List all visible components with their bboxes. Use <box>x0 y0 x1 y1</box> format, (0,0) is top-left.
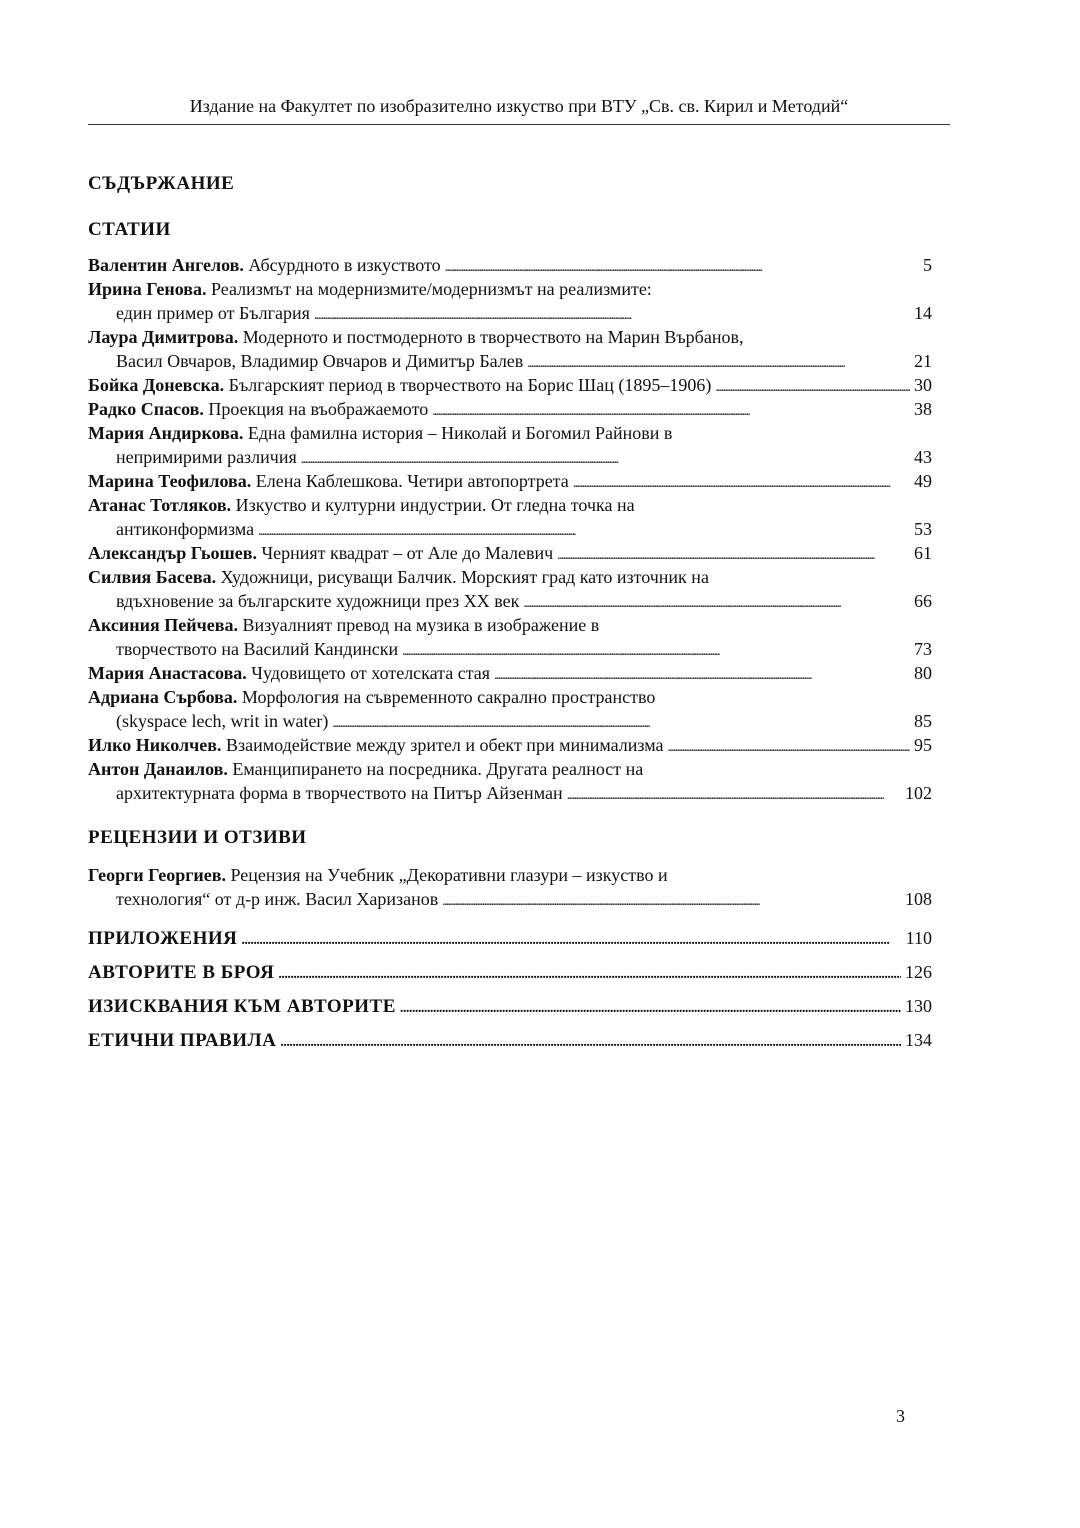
entry-title: Елена Каблешкова. Четири автопортрета <box>255 471 569 491</box>
entry-page-number: 5 <box>923 255 932 275</box>
entry-page-number: 53 <box>914 519 932 539</box>
entry-line <box>88 589 932 613</box>
toc-appendix-entry <box>88 928 932 962</box>
entry-text <box>88 373 711 397</box>
entry-author: Силвия Басева. <box>88 567 217 587</box>
entry-title-continued: Васил Овчаров, Владимир Овчаров и Димитър Балев <box>116 351 524 371</box>
toc-entry <box>88 253 932 277</box>
entry-line <box>88 349 932 373</box>
entry-page-number: 49 <box>914 471 932 491</box>
dot-leader <box>573 469 910 496</box>
entry-line <box>88 325 932 349</box>
page-title: СЪДЪРЖАНИЕ <box>88 173 235 194</box>
entry-title-continued: вдъхновение за българските художници през XX век <box>116 591 520 611</box>
entry-page-number: 95 <box>914 735 932 755</box>
toc-entry <box>88 863 932 911</box>
dot-leader <box>402 637 910 664</box>
entry-line <box>88 613 932 637</box>
dot-leader <box>258 517 910 544</box>
page-number: 3 <box>896 1406 905 1426</box>
entry-title: Чудовището от хотелската стая <box>251 663 491 683</box>
entry-line <box>88 637 932 661</box>
toc-entry <box>88 541 932 565</box>
entry-title: Художници, рисуващи Балчик. Морският град като източник на <box>220 567 709 587</box>
appendix-toc <box>88 928 932 1064</box>
toc-entry <box>88 733 932 757</box>
entry-title-continued: антиконформизма <box>116 519 255 539</box>
appendix-page-number: 134 <box>905 1030 932 1050</box>
dot-leader <box>241 928 901 950</box>
dot-leader <box>523 589 910 616</box>
entry-title: Взаимодействие между зрител и обект при минимализма <box>225 735 664 755</box>
entry-author: Валентин Ангелов. <box>88 255 244 275</box>
entry-title: Изкуство и културни индустрии. От гледна точка на <box>235 495 635 515</box>
articles-toc <box>88 253 932 805</box>
entry-line <box>88 397 932 421</box>
entry-author: Аксиния Пейчева. <box>88 615 238 635</box>
toc-appendix-entry <box>88 1030 932 1064</box>
toc-entry <box>88 325 932 373</box>
entry-line <box>88 661 932 685</box>
dot-leader <box>715 373 910 400</box>
toc-entry <box>88 685 932 733</box>
toc-entry <box>88 565 932 613</box>
entry-text <box>88 469 569 493</box>
entry-page-number: 85 <box>914 711 932 731</box>
toc-entry <box>88 661 932 685</box>
dot-leader <box>445 253 919 280</box>
dot-leader <box>668 733 910 760</box>
entry-title-continued: един пример от България <box>116 303 310 323</box>
dot-leader <box>400 996 901 1018</box>
dot-leader <box>442 887 901 914</box>
entry-author: Георги Георгиев. <box>88 865 226 885</box>
entry-line <box>88 493 932 517</box>
entry-page-number: 61 <box>914 543 932 563</box>
running-header: Издание на Факултет по изобразително изкуство при ВТУ „Св. св. Кирил и Методий“ <box>189 96 849 116</box>
dot-leader <box>278 962 901 984</box>
toc-appendix-entry <box>88 996 932 1030</box>
dot-leader <box>557 541 910 568</box>
entry-title: Рецензия на Учебник „Декоративни глазури – изкуство и <box>230 865 668 885</box>
entry-line <box>88 469 932 493</box>
entry-title: Българският период в творчеството на Борис Шац (1895–1906) <box>228 375 712 395</box>
toc-entry <box>88 277 932 325</box>
entry-title: Реализмът на модернизмите/модернизмът на реализмите: <box>210 279 652 299</box>
entry-title: Проекция на въображаемото <box>208 399 429 419</box>
toc-appendix-entry <box>88 962 932 996</box>
dot-leader <box>332 709 910 736</box>
toc-entry <box>88 421 932 469</box>
entry-title-continued: творчеството на Василий Кандински <box>116 639 399 659</box>
entry-title: Абсурдното в изкуството <box>248 255 441 275</box>
entry-title: Черният квадрат – от Але до Малевич <box>261 543 554 563</box>
dot-leader <box>494 661 910 688</box>
entry-author: Александър Гьошев. <box>88 543 257 563</box>
toc-entry <box>88 493 932 541</box>
entry-title: Морфология на съвременното сакрално пространство <box>241 687 656 707</box>
entry-author: Лаура Димитрова. <box>88 327 239 347</box>
entry-author: Антон Данаилов. <box>88 759 228 779</box>
toc-entry <box>88 469 932 493</box>
entry-line <box>88 445 932 469</box>
entry-page-number: 73 <box>914 639 932 659</box>
entry-line <box>88 421 932 445</box>
entry-author: Адриана Сърбова. <box>88 687 238 707</box>
entry-line <box>88 301 932 325</box>
entry-line <box>88 277 932 301</box>
appendix-label: АВТОРИТЕ В БРОЯ <box>88 962 275 983</box>
entry-author: Радко Спасов. <box>88 399 204 419</box>
entry-title-continued: (skyspace lech, writ in water) <box>116 711 329 731</box>
entry-text <box>88 397 428 421</box>
dot-leader <box>432 397 910 424</box>
entry-author: Атанас Тотляков. <box>88 495 232 515</box>
entry-text <box>88 661 490 685</box>
entry-author: Бойка Доневска. <box>88 375 225 395</box>
entry-line <box>88 733 932 757</box>
entry-line <box>88 253 932 277</box>
entry-author: Илко Николчев. <box>88 735 222 755</box>
appendix-label: ЕТИЧНИ ПРАВИЛА <box>88 1030 277 1051</box>
entry-title-continued: технология“ от д-р инж. Васил Харизанов <box>116 889 439 909</box>
toc-entry <box>88 613 932 661</box>
entry-line <box>88 757 932 781</box>
entry-title: Еманципирането на посредника. Другата реалност на <box>232 759 644 779</box>
entry-line <box>88 565 932 589</box>
entry-title: Визуалният превод на музика в изображение в <box>242 615 600 635</box>
section-title-articles: СТАТИИ <box>88 219 171 240</box>
section-title-reviews: РЕЦЕНЗИИ И ОТЗИВИ <box>88 827 307 848</box>
entry-line <box>88 541 932 565</box>
entry-page-number: 108 <box>905 889 932 909</box>
dot-leader <box>567 781 901 808</box>
dot-leader <box>314 301 910 328</box>
entry-page-number: 14 <box>914 303 932 323</box>
appendix-label: ПРИЛОЖЕНИЯ <box>88 928 238 949</box>
entry-text <box>88 733 664 757</box>
dot-leader <box>301 445 910 472</box>
entry-page-number: 43 <box>914 447 932 467</box>
entry-page-number: 80 <box>914 663 932 683</box>
entry-author: Марина Теофилова. <box>88 471 252 491</box>
entry-page-number: 30 <box>914 375 932 395</box>
entry-author: Ирина Генова. <box>88 279 207 299</box>
toc-entry <box>88 397 932 421</box>
dot-leader <box>280 1030 901 1052</box>
appendix-page-number: 130 <box>905 996 932 1016</box>
entry-page-number: 102 <box>905 783 932 803</box>
toc-entry <box>88 757 932 805</box>
header-rule <box>88 124 950 125</box>
entry-line <box>88 373 932 397</box>
reviews-toc <box>88 863 932 911</box>
toc-entry <box>88 373 932 397</box>
entry-line <box>88 887 932 911</box>
entry-page-number: 38 <box>914 399 932 419</box>
dot-leader <box>527 349 910 376</box>
entry-page-number: 21 <box>914 351 932 371</box>
entry-text <box>88 253 441 277</box>
entry-text <box>88 541 553 565</box>
entry-author: Мария Андиркова. <box>88 423 244 443</box>
entry-line <box>88 709 932 733</box>
entry-line <box>88 781 932 805</box>
entry-line <box>88 863 932 887</box>
entry-title: Една фамилна история – Николай и Богомил Райнови в <box>247 423 673 443</box>
appendix-page-number: 110 <box>905 928 932 948</box>
entry-author: Мария Анастасова. <box>88 663 247 683</box>
appendix-page-number: 126 <box>905 962 932 982</box>
entry-line <box>88 685 932 709</box>
entry-title-continued: непримирими различия <box>116 447 297 467</box>
appendix-label: ИЗИСКВАНИЯ КЪМ АВТОРИТЕ <box>88 996 396 1017</box>
entry-line <box>88 517 932 541</box>
entry-title-continued: архитектурната форма в творчеството на Питър Айзенман <box>116 783 563 803</box>
entry-page-number: 66 <box>914 591 932 611</box>
entry-title: Модерното и постмодерното в творчеството на Марин Върбанов, <box>242 327 744 347</box>
